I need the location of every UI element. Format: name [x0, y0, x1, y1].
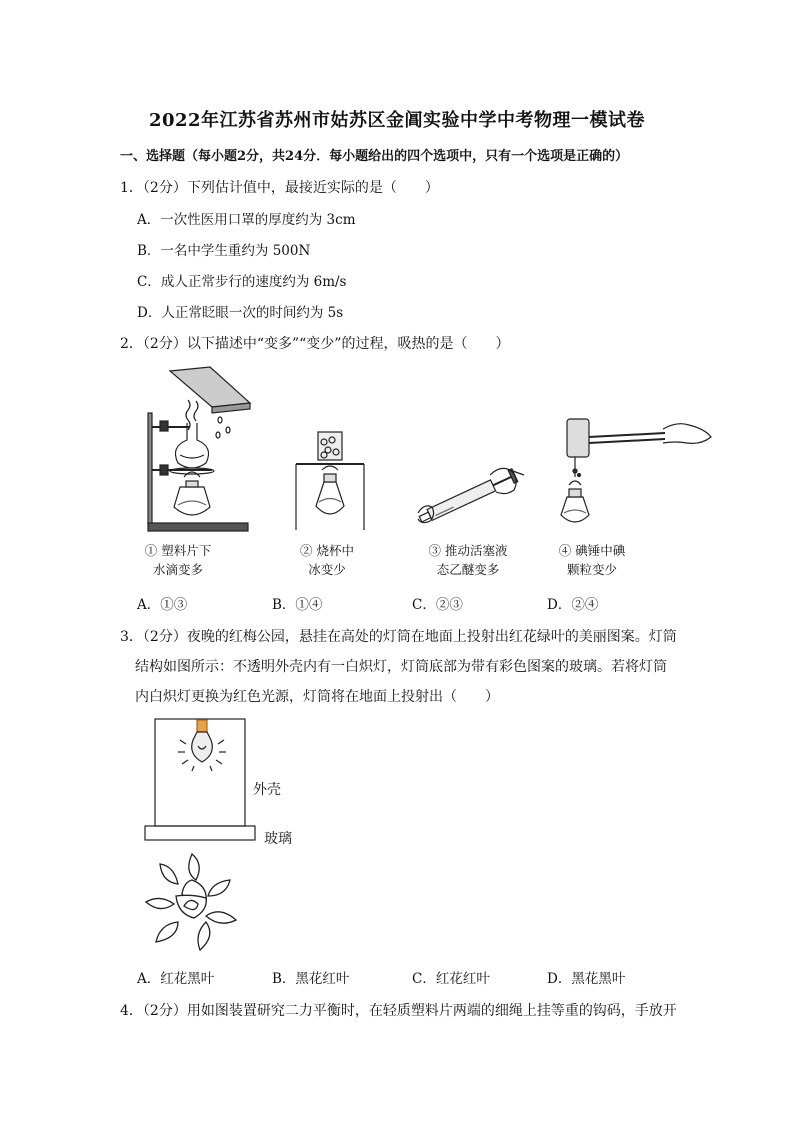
question-2-option-a: A．①③ [137, 597, 188, 613]
caption-line: ① 塑料片下 [144, 543, 212, 558]
question-3-option-b: B．黑花红叶 [272, 971, 350, 987]
figure-2-caption [287, 541, 367, 579]
page-title: 2022年江苏省苏州市姑苏区金阊实验中学中考物理一模试卷 [148, 110, 646, 131]
caption-line: 颗粒变少 [566, 562, 617, 577]
question-2-option-b: B．①④ [272, 597, 323, 613]
question-3-stem-line-3: 内白炽灯更换为红色光源，灯筒将在地面上投射出（ ） [135, 689, 499, 705]
figure-4-iodine-hammer [545, 415, 715, 535]
figure-2-ice-beaker [290, 430, 370, 535]
question-3-option-c: C．红花红叶 [412, 971, 490, 987]
question-2-option-d: D．②④ [547, 597, 599, 613]
figure-1-caption [138, 541, 218, 579]
lamp-tube-diagram [140, 716, 270, 846]
glass-label: 玻璃 [264, 831, 292, 847]
caption-line: ② 烧杯中 [300, 543, 354, 558]
section-heading: 一、选择题（每小题2分，共24分．每小题给出的四个选项中，只有一个选项是正确的） [120, 149, 629, 164]
figure-3-syringe [410, 455, 530, 530]
figure-4-caption [547, 541, 637, 579]
question-1-stem: 1．（2分）下列估计值中，最接近实际的是（ ） [120, 180, 439, 196]
figure-1-flask-stand [140, 365, 250, 535]
question-2-option-c: C．②③ [412, 597, 463, 613]
caption-line: ④ 碘锤中碘 [558, 543, 626, 558]
caption-line: ③ 推动活塞液 [428, 543, 508, 558]
figure-3-caption [418, 541, 518, 579]
question-3-option-d: D．黑花黑叶 [547, 971, 626, 987]
caption-line: 态乙醚变多 [436, 562, 500, 577]
question-4-stem: 4．（2分）用如图装置研究二力平衡时，在轻质塑料片两端的细绳上挂等重的钩码，手放开 [120, 1003, 677, 1019]
question-3-option-a: A．红花黑叶 [137, 971, 215, 987]
question-1-option-a: A．一次性医用口罩的厚度约为 3cm [137, 212, 356, 228]
caption-line: 水滴变多 [152, 562, 203, 577]
question-3-stem-line-1: 3．（2分）夜晚的红梅公园，悬挂在高处的灯筒在地面上投射出红花绿叶的美丽图案。灯筒 [120, 629, 677, 645]
question-2-stem: 2．（2分）以下描述中“变多”“变少”的过程，吸热的是（ ） [120, 336, 510, 352]
shell-label: 外壳 [253, 782, 281, 798]
question-1-option-b: B．一名中学生重约为 500N [137, 243, 311, 259]
caption-line: 冰变少 [308, 562, 346, 577]
question-1-option-c: C．成人正常步行的速度约为 6m/s [137, 274, 347, 290]
question-1-option-d: D．人正常眨眼一次的时间约为 5s [137, 305, 344, 321]
question-3-stem-line-2: 结构如图所示：不透明外壳内有一白炽灯，灯筒底部为带有彩色图案的玻璃。若将灯筒 [135, 659, 667, 675]
flower-pattern [140, 850, 245, 955]
